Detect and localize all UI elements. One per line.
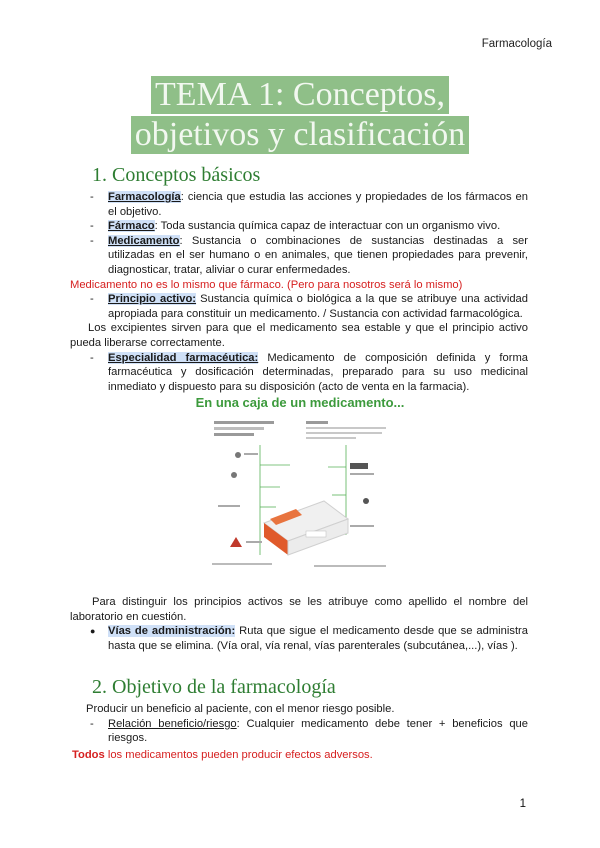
definition-text: Sustancia química o biológica a la que se atribuye una actividad apropiada para constituir un medicamento. / Sustancia con actividad farmacológica. [108,293,528,320]
term-medicamento: Medicamento [108,234,180,247]
document-header-subject: Farmacología [481,38,552,50]
definition-text: : ciencia que estudia las acciones y propiedades de los fármacos en el objetivo. [108,191,528,218]
definition-text: : Toda sustancia química capaz de interactuar con un organismo vivo. [154,220,501,233]
definition-principio-activo: - Principio activo: Sustancia química o biológica a la que se atribuye una actividad apropiada para constituir un medicamento. / Sustancia con actividad farmacológica. [90,293,528,320]
term-relacion: Relación beneficio/riesgo [108,717,237,730]
definition-text: Medicamento de composición definida y forma farmacéutica y dosificación determinadas, preparado para su uso medicinal inmediato y dispuesto para su disposición (acto de venta en la farmacia). [108,351,528,393]
relacion-beneficio-riesgo: - Relación beneficio/riesgo: Cualquier medicamento debe tener + beneficios que riesgos. [90,717,528,745]
medicine-box-illustration [210,415,390,575]
section-2-body [72,702,528,762]
todos-rest: los medicamentos pueden producir efectos adversos. [104,748,373,761]
todos-bold: Todos [72,748,105,761]
term-especialidad: Especialidad farmacéutica: [108,351,259,364]
page-number: 1 [519,798,526,810]
efectos-adversos-note [72,748,528,763]
objetivo-intro: Producir un beneficio al paciente, con el menor riesgo posible. [86,703,395,715]
definition-especialidad: - Especialidad farmacéutica: Medicamento de composición definida y forma farmacéutica y dosificación determinadas, preparado para su uso medicinal inmediato y dispuesto para su disposición (acto de venta en la farmacia). [90,351,528,393]
section-2-heading: 2. Objetivo de la farmacología [92,676,336,698]
section-1-body [72,190,528,653]
definition-vias-administracion: ● Vías de administración: Ruta que sigue el medicamento desde que se administra hasta que se elimina. (Vía oral, vía renal, vías parenterales (subcutánea,...), vías ). [90,625,528,652]
definition-farmacologia: - Farmacología: ciencia que estudia las acciones y propiedades de los fármacos en el objetivo. [90,191,528,218]
title-line-1: TEMA 1: Conceptos, [151,76,449,114]
excipientes-paragraph: Los excipientes sirven para que el medicamento sea estable y que el principio activo pueda liberarse correctamente. [70,322,528,349]
definition-medicamento: - Medicamento: Sustancia o combinaciones de sustancias destinadas a ser utilizadas en el ser humano o en animales, que tienen propiedades para prevenir, diagnosticar, tratar, aliviar o curar enfermedades. [90,234,528,276]
term-vias-administracion: Vías de administración: [108,625,236,638]
title-line-2: objetivos y clasificación [131,116,469,154]
definition-farmaco: - Fármaco: Toda sustancia química capaz de interactuar con un organismo vivo. [90,220,501,233]
red-note: Medicamento no es lo mismo que fármaco. (Pero para nosotros será lo mismo) [70,278,463,291]
definition-text: Ruta que sigue el medicamento desde que se administra hasta que se elimina. (Vía oral, vía renal, vías parenterales (subcutánea,...), vías ). [108,625,528,652]
medicine-box-image [210,415,390,575]
definition-text: : Cualquier medicamento debe tener + beneficios que riesgos. [108,717,528,745]
section-1-heading: 1. Conceptos básicos [92,164,261,186]
term-farmacologia: Farmacología [108,191,181,203]
term-principio-activo: Principio activo: [108,293,197,306]
document-title [0,76,600,154]
distinguir-paragraph: Para distinguir los principios activos se les atribuye como apellido el nombre del laboratorio en cuestión. [70,595,528,623]
term-farmaco: Fármaco [108,220,155,233]
medicine-box-heading: En una caja de un medicamento... [195,395,405,411]
definition-text: : Sustancia o combinaciones de sustancias destinadas a ser utilizadas en el ser humano o en animales, que tienen propiedades para prevenir, diagnosticar, tratar, aliviar o curar enfermedades. [108,234,528,276]
